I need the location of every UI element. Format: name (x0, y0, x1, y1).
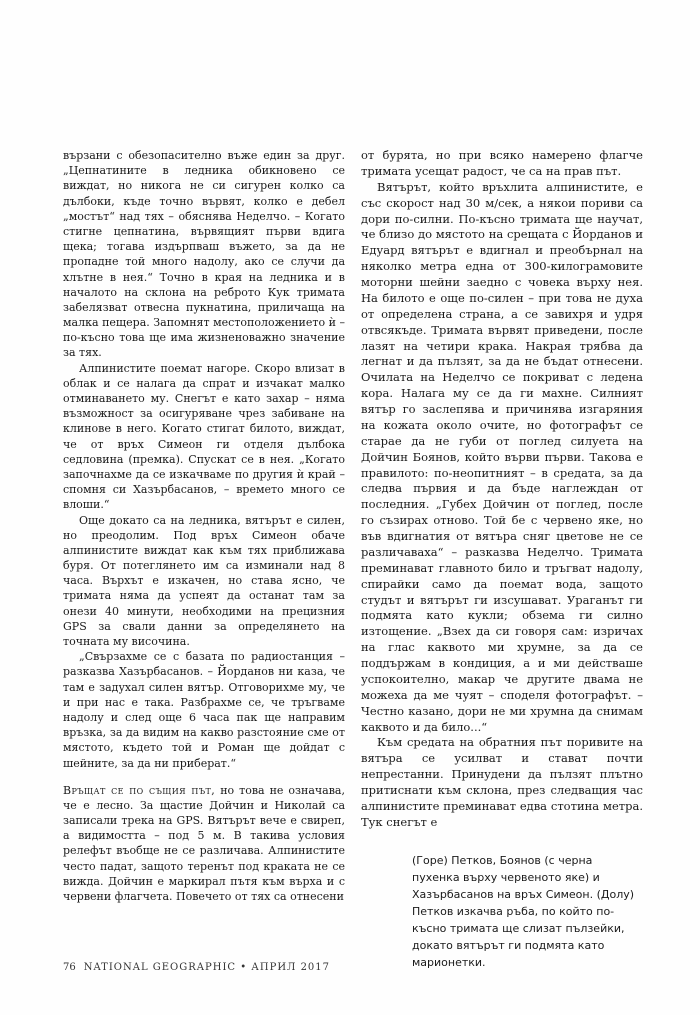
section-text: но това не означава, че е лесно. За щастие Дойчин и Николай са записали трека на GPS. Вятърът вече е свиреп, а видимостта – под 5 м. В такива условия релефът въобще не се различава. Алпинистите често падат, защото теренът под краката не се вижда. Дойчин е маркирал пътя към върха и с червени флагчета. Повечето от тях са отнесени (63, 783, 345, 903)
section-paragraph (63, 783, 345, 905)
right-text-column (361, 148, 643, 831)
photo-caption: (Горе) Петков, Боянов (с черна пухенка върху червеното яке) и Хазърбасанов на връх Симеон. (Долу) Петков изкачва ръба, по който по-късно тримата ще слизат пълзейки, докато вятърът ги подмята като марионетки. (412, 854, 635, 969)
paragraph: вързани с обезопасително въже един за друг. „Цепнатините в ледника обикновено се виждат, но никога не си сигурен колко са дълбоки, къде точно вървят, колко е дебел „мостът“ над тях – обяснява Неделчо. – Когато стигне цепнатина, вървящият първи вдига щека; тогава издърпваш въжето, за да не пропадне той много надолу, ако се случи да хлътне в нея.“ Точно в края на ледника и в началото на склона на реброто Кук тримата забелязват отвесна пукнатина, приличаща на малка пещера. Запомнят местоположението ѝ – по-късно това ще има жизненоважно значение за тях. (63, 149, 345, 360)
publication-line: NATIONAL GEOGRAPHIC • АПРИЛ 2017 (83, 962, 331, 973)
paragraph: Към средата на обратния път поривите на вятъра се усилват и стават почти непрестанни. Принудени да пълзят плътно притиснати към склона, през следващия час алпинистите преминават едва стотина метра. Тук снегът е (361, 735, 643, 829)
paragraph: Вятърът, който връхлита алпинистите, е със скорост над 30 м/сек, а някои пориви са дори по-силни. По-късно тримата ще научат, че близо до мястото на срещата с Йорданов и Едуард вятърът е вдигнал и преобърнал на няколко метра една от 300-килограмовите моторни шейни заедно с човека върху нея. На билото е още по-силен – при това не духа от определена страна, а се завихря и удря отвсякъде. Тримата вървят приведени, после лазят на четири крака. Накрая трябва да легнат и да пълзят, за да не бъдат отнесени. Очилата на Неделчо се покриват с ледена кора. Налага му се да ги махне. Силният вятър го заслепява и причинява изгаряния на кожата около очите, но фотографът се старае да не губи от поглед силуета на Дойчин Боянов, който върви първи. Такова е правилото: по-неопитният – в средата, за да следва първия и да бъде наглеждан от последния. „Губех Дойчин от поглед, после го съзирах отново. Той бе с червено яке, но във вдигнатия от вятъра сняг цветове не се различаваха“ – разказва Неделчо. Тримата преминават главното било и тръгват надолу, спирайки само да поемат вода, защото студът и вятърът ги изсушават. Ураганът ги подмята като кукли; обзема ги силно изтощение. „Взех да си говоря сам: изричах на глас каквото ми хрумне, за да се поддържам в кондиция, а и ми действаше успокоително, макар че другите двама не можеха да ме чуят – споделя фотографът. – Честно казано, дори не ми хрумна да снимам каквото и да било...“ (361, 179, 643, 734)
paragraph: „Свързахме се с базата по радиостанция – разказва Хазърбасанов. – Йорданов ни каза, че там е задухал силен вятър. Отговорихме му, че и при нас е така. Разбрахме се, че тръгваме надолу и след още 6 часа пак ще направим връзка, за да видим на какво разстояние сме от мястото, където той и Роман ще дойдат с шейните, за да ни приберат.“ (63, 650, 345, 770)
paragraph: от бурята, но при всяко намерено флагче тримата усещат радост, че са на прав път. (361, 148, 643, 178)
left-text-column (63, 148, 345, 904)
page-number: 76 (63, 962, 76, 973)
section-lead-in: Връщат се по същия път, (63, 783, 216, 797)
paragraph: Алпинистите поемат нагоре. Скоро влизат в облак и се налага да спрат и изчакат малко отминаването му. Снегът е като захар – няма възможност за осигуряване чрез забиване на клинове в него. Когато стигат билото, виждат, че от връх Симеон ги отделя дълбока седловина (премка). Спускат се в нея. „Когато започнахме да се изкачваме по другия ѝ край – спомня си Хазърбасанов, – времето много се влоши.“ (63, 361, 345, 512)
paragraph: Още докато са на ледника, вятърът е силен, но преодолим. Под връх Симеон обаче алпинистите виждат как към тях приближава буря. От потеглянето им са изминали над 8 часа. Върхът е изкачен, но става ясно, че тримата няма да успеят да останат там за онези 40 минути, необходими на прецизния GPS за свали данни за определянето на точната му височина. (63, 513, 345, 648)
page-footer (63, 962, 330, 973)
